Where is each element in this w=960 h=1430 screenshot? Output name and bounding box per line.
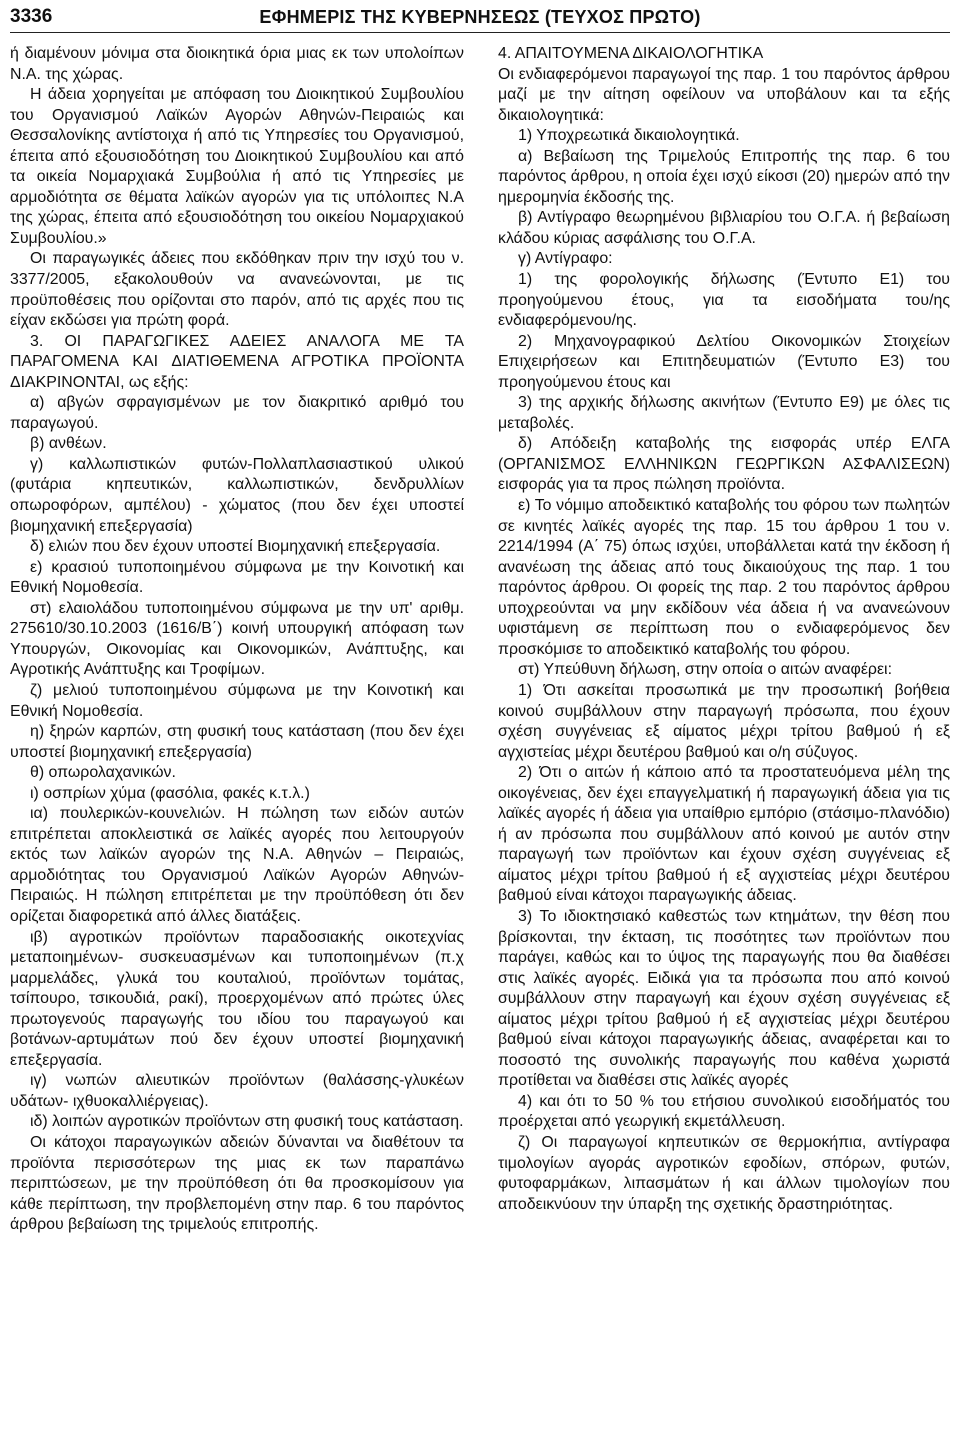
list-item: 2) Μηχανογραφικού Δελτίου Οικονομικών Στοιχείων Επιχειρήσεων και Επιτηδευματιών (Έντυπο Ε3) του προηγούμενου έτους και — [498, 332, 950, 391]
list-item: δ) Απόδειξη καταβολής της εισφοράς υπέρ ΕΛΓΑ (ΟΡΓΑΝΙΣΜΟΣ ΕΛΛΗΝΙΚΩΝ ΓΕΩΡΓΙΚΩΝ ΑΣΦΑΛΙΣΕΩΝ) εισφοράς για τα προς πώληση προϊόντα. — [498, 435, 950, 494]
list-item: γ) καλλωπιστικών φυτών-Πολλαπλασιαστικού υλικού (φυτάρια κηπευτικών, καλλωπιστικών, δενδρυλλίων οπωροφόρων, αμπέλου) - χώματος (που δεν έχει υποστεί βιομηχανική επεξεργασία) — [10, 455, 464, 535]
list-item: ι) οσπρίων χύμα (φασόλια, φακές κ.τ.λ.) — [30, 784, 310, 802]
list-item: 3) της αρχικής δήλωσης ακινήτων (Έντυπο Ε9) με όλες τις μεταβολές. — [498, 394, 950, 432]
list-item: α) Βεβαίωση της Τριμελούς Επιτροπής της παρ. 6 του παρόντος άρθρου, η οποία έχει ισχύ είκοσι (20) ημερών από την ημερομηνία έκδοσής της. — [498, 147, 950, 206]
list-item: 4) και ότι το 50 % του ετήσιου συνολικού εισοδήματός του προέρχεται από γεωργική εκμετάλλευση. — [498, 1092, 950, 1131]
list-item: θ) οπωρολαχανικών. — [30, 764, 176, 782]
list-item: 1) Υποχρεωτικά δικαιολογητικά. — [518, 127, 740, 145]
list-item: 3) Το ιδιοκτησιακό καθεστώς των κτημάτων, την θέση που βρίσκονται, την έκταση, τις ποσότητες των προϊόντων που παράγει, καθώς και το ύψος της παραγωγής που θα διαθέσει στις λαϊκές αγορές. Ειδικά για τα πρόσωπα που από κοινού συμβάλλουν στην παραγωγή και έχουν σχέση συγγένειας εξ αίματος μέχρι τρίτου βαθμού ή εξ αγχιστείας μέχρι δευτέρου βαθμού είναι κάτοχοι παραγωγικής άδειας, αναφέρεται και το ποσοστό της συνολικής παραγωγής που καθένα χωριστά προτίθεται να διαθέσει στις λαϊκές αγορές — [498, 907, 950, 1090]
section-heading: 4. ΑΠΑΙΤΟΥΜΕΝΑ ΔΙΚΑΙΟΛΟΓΗΤΙΚΑ — [498, 45, 764, 62]
list-item: β) Αντίγραφο θεωρημένου βιβλιαρίου του Ο.Γ.Α. ή βεβαίωση κλάδου κύριας ασφάλισης του Ο.Γ.Α. — [498, 209, 950, 247]
list-item: ε) Το νόμιμο αποδεικτικό καταβολής του φόρου των πωλητών σε κινητές λαϊκές αγορές της παρ. 15 του άρθρου 1 του ν. 2214/1994 (Α΄ 75) όπως ισχύει, υποβάλλεται κατά την έκδοση ή ανανέωση της άδειας από τους δικαιούχους της παρ. 1 του παρόντος άρθρου. Οι φορείς της παρ. 2 του παρόντος άρθρου υποχρεούνται να μην εκδίδουν νέα άδεια ή να ανανεώνουν υφιστάμενη σε περίπτωση που ο ενδιαφερόμενος δεν προσκόμισε το αποδεικτικό καταβολής του φόρου. — [498, 497, 950, 658]
list-item: ια) πουλερικών-κουνελιών. Η πώληση των ειδών αυτών επιτρέπεται αποκλειστικά σε λαϊκές αγορές που λειτουργούν εκτός των λαϊκών αγορών της Ν.Α. Αθηνών – Πειραιώς, αρμοδιότητας του Οργανισμού Λαϊκών Αγορών Αθηνών-Πειραιώς. Η πώληση επιτρέπεται με την προϋπόθεση ότι δεν ορίζεται διαφορετικά από άλλες διατάξεις. — [10, 805, 464, 925]
paragraph: Οι κάτοχοι παραγωγικών αδειών δύνανται να διαθέτουν τα προϊόντα περισσότερων της μιας εκ των παραπάνω περιπτώσεων, με την προϋπόθεση ότι θα προσκομίσουν για κάθε περίπτωση, την προβλεπομένη στην παρ. 6 του παρόντος άρθρου βεβαίωση της τριμελούς επιτροπής. — [10, 1133, 464, 1234]
list-item: στ) Υπεύθυνη δήλωση, στην οποία ο αιτών αναφέρει: — [518, 661, 893, 679]
page-number: 3336 — [10, 6, 53, 27]
paragraph: Οι παραγωγικές άδειες που εκδόθηκαν πριν την ισχύ του ν. 3377/2005, εξακολουθούν να ανανεώνονται, με τις προϋποθέσεις που ορίζονται στο παρόν, από τις αρχές που τις είχαν εκδώσει για πρώτη φορά. — [10, 250, 464, 330]
list-item: 2) Ότι ο αιτών ή κάποιο από τα προστατευόμενα μέλη της οικογένειας, δεν έχει επαγγελματική ή παραγωγική άδεια για τις λαϊκές αγορές ή άδεια για υπαίθριο εμπόριο (στάσιμο-πλανόδιο) ή αν πρόσωπα που συμβάλλουν από κοινού με αυτόν στην παραγωγή των προϊόντων και έχουν σχέση συγγένειας εξ αίματος μέχρι τρίτου βαθμού ή εξ αγχιστείας μέχρι δευτέρου βαθμού είναι κάτοχοι παραγωγικής άδειας. — [498, 764, 950, 905]
gazette-title: ΕΦΗΜΕΡΙΣ ΤΗΣ ΚΥΒΕΡΝΗΣΕΩΣ (ΤΕΥΧΟΣ ΠΡΩΤΟ) — [259, 7, 701, 27]
list-item: ιβ) αγροτικών προϊόντων παραδοσιακής οικοτεχνίας μεταποιημένων- συσκευασμένων και τυποποιημένων (π.χ μαρμελάδες, γλυκά του κουταλιού, προϊόντων τομάτας, τσίπουρο, τσικουδιά, ρακί), προερχομένων από πρώτες ύλες πρωτογενούς παραγωγής του ιδίου του παραγωγού και βοτάνων-αρτυμάτων πού δεν έχουν υποστεί βιομηχανική επεξεργασία. — [10, 928, 464, 1069]
list-item: η) ξηρών καρπών, στη φυσική τους κατάσταση (που δεν έχει υποστεί βιομηχανική επεξεργασία) — [10, 723, 464, 761]
list-item: ζ) Οι παραγωγοί κηπευτικών σε θερμοκήπια, αντίγραφα τιμολογίων αγοράς αγροτικών εφοδίων, σπόρων, φυτών, φυτοφαρμάκων, λιπασμάτων ή και άλλων τιμολογίων που αποδεικνύουν την ύπαρξη της σχετικής δραστηριότητας. — [498, 1133, 950, 1213]
header-rule — [10, 32, 950, 33]
left-column — [10, 44, 464, 1236]
paragraph: ή διαμένουν μόνιμα στα διοικητικά όρια μιας εκ των υπολοίπων Ν.Α. της χώρας. — [10, 45, 464, 83]
list-item: 1) της φορολογικής δήλωσης (Έντυπο Ε1) του προηγούμενου έτους, για τα εισοδήματα του/ης ενδιαφερόμενου/ης. — [498, 271, 950, 330]
list-item: α) αβγών σφραγισμένων με τον διακριτικό αριθμό του παραγωγού. — [10, 394, 464, 432]
right-column — [498, 44, 950, 1215]
section-heading: 3. ΟΙ ΠΑΡΑΓΩΓΙΚΕΣ ΑΔΕΙΕΣ ΑΝΑΛΟΓΑ ΜΕ ΤΑ ΠΑΡΑΓΟΜΕΝΑ ΚΑΙ ΔΙΑΤΙΘΕΜΕΝΑ ΑΓΡΟΤΙΚΑ ΠΡΟΪΟΝΤΑ ΔΙΑΚΡΙΝΟΝΤΑΙ, ως εξής: — [10, 332, 464, 391]
paragraph: Οι ενδιαφερόμενοι παραγωγοί της παρ. 1 του παρόντος άρθρου μαζί με την αίτηση οφείλουν να υποβάλουν και τα εξής δικαιολογητικά: — [498, 65, 950, 124]
list-item: ιγ) νωπών αλιευτικών προϊόντων (θαλάσσης-γλυκέων υδάτων- ιχθυοκαλλιέργειας). — [10, 1072, 464, 1110]
list-item: στ) ελαιολάδου τυποποιημένου σύμφωνα με την υπ' αριθμ. 275610/30.10.2003 (1616/Β΄) κοινή υπουργική απόφαση των Υπουργών, Οικονομίας και Οικονομικών, Ανάπτυξης, και Αγροτικής Ανάπτυξης και Τροφίμων. — [10, 599, 464, 679]
list-item: δ) ελιών που δεν έχουν υποστεί Βιομηχανική επεξεργασία. — [30, 538, 441, 556]
list-item: β) ανθέων. — [30, 435, 107, 453]
list-item: ιδ) λοιπών αγροτικών προϊόντων στη φυσική τους κατάσταση. — [30, 1113, 464, 1131]
list-item: γ) Αντίγραφο: — [518, 250, 613, 268]
list-item: ζ) μελιού τυποποιημένου σύμφωνα με την Κοινοτική και Εθνική Νομοθεσία. — [10, 681, 464, 720]
list-item: 1) Ότι ασκείται προσωπικά με την προσωπική βοήθεια κοινού συμβάλλουν στην παραγωγή πρόσωπα, που έχουν σχέση συγγένειας εξ αίματος μέχρι τρίτου βαθμού ή εξ αγχιστείας μέχρι δευτέρου βαθμού και ο/η σύζυγος. — [498, 681, 950, 761]
paragraph: Η άδεια χορηγείται με απόφαση του Διοικητικού Συμβουλίου του Οργανισμού Λαϊκών Αγορών Αθηνών-Πειραιώς και Θεσσαλονίκης αντίστοιχα ή από τις Υπηρεσίες του Οργανισμού, έπειτα από εξουσιοδότηση του Διοικητικού Συμβουλίου και από τα οικεία Νομαρχιακά Συμβούλια ή από τις Υπηρεσίες με αρμοδιότητα σε θέματα λαϊκών αγορών για τις υπόλοιπες Ν.Α της χώρας, έπειτα από εξουσιοδότηση του οικείου Νομαρχιακού Συμβουλίου.» — [10, 86, 464, 247]
list-item: ε) κρασιού τυποποιημένου σύμφωνα με την Κοινοτική και Εθνική Νομοθεσία. — [10, 558, 464, 597]
